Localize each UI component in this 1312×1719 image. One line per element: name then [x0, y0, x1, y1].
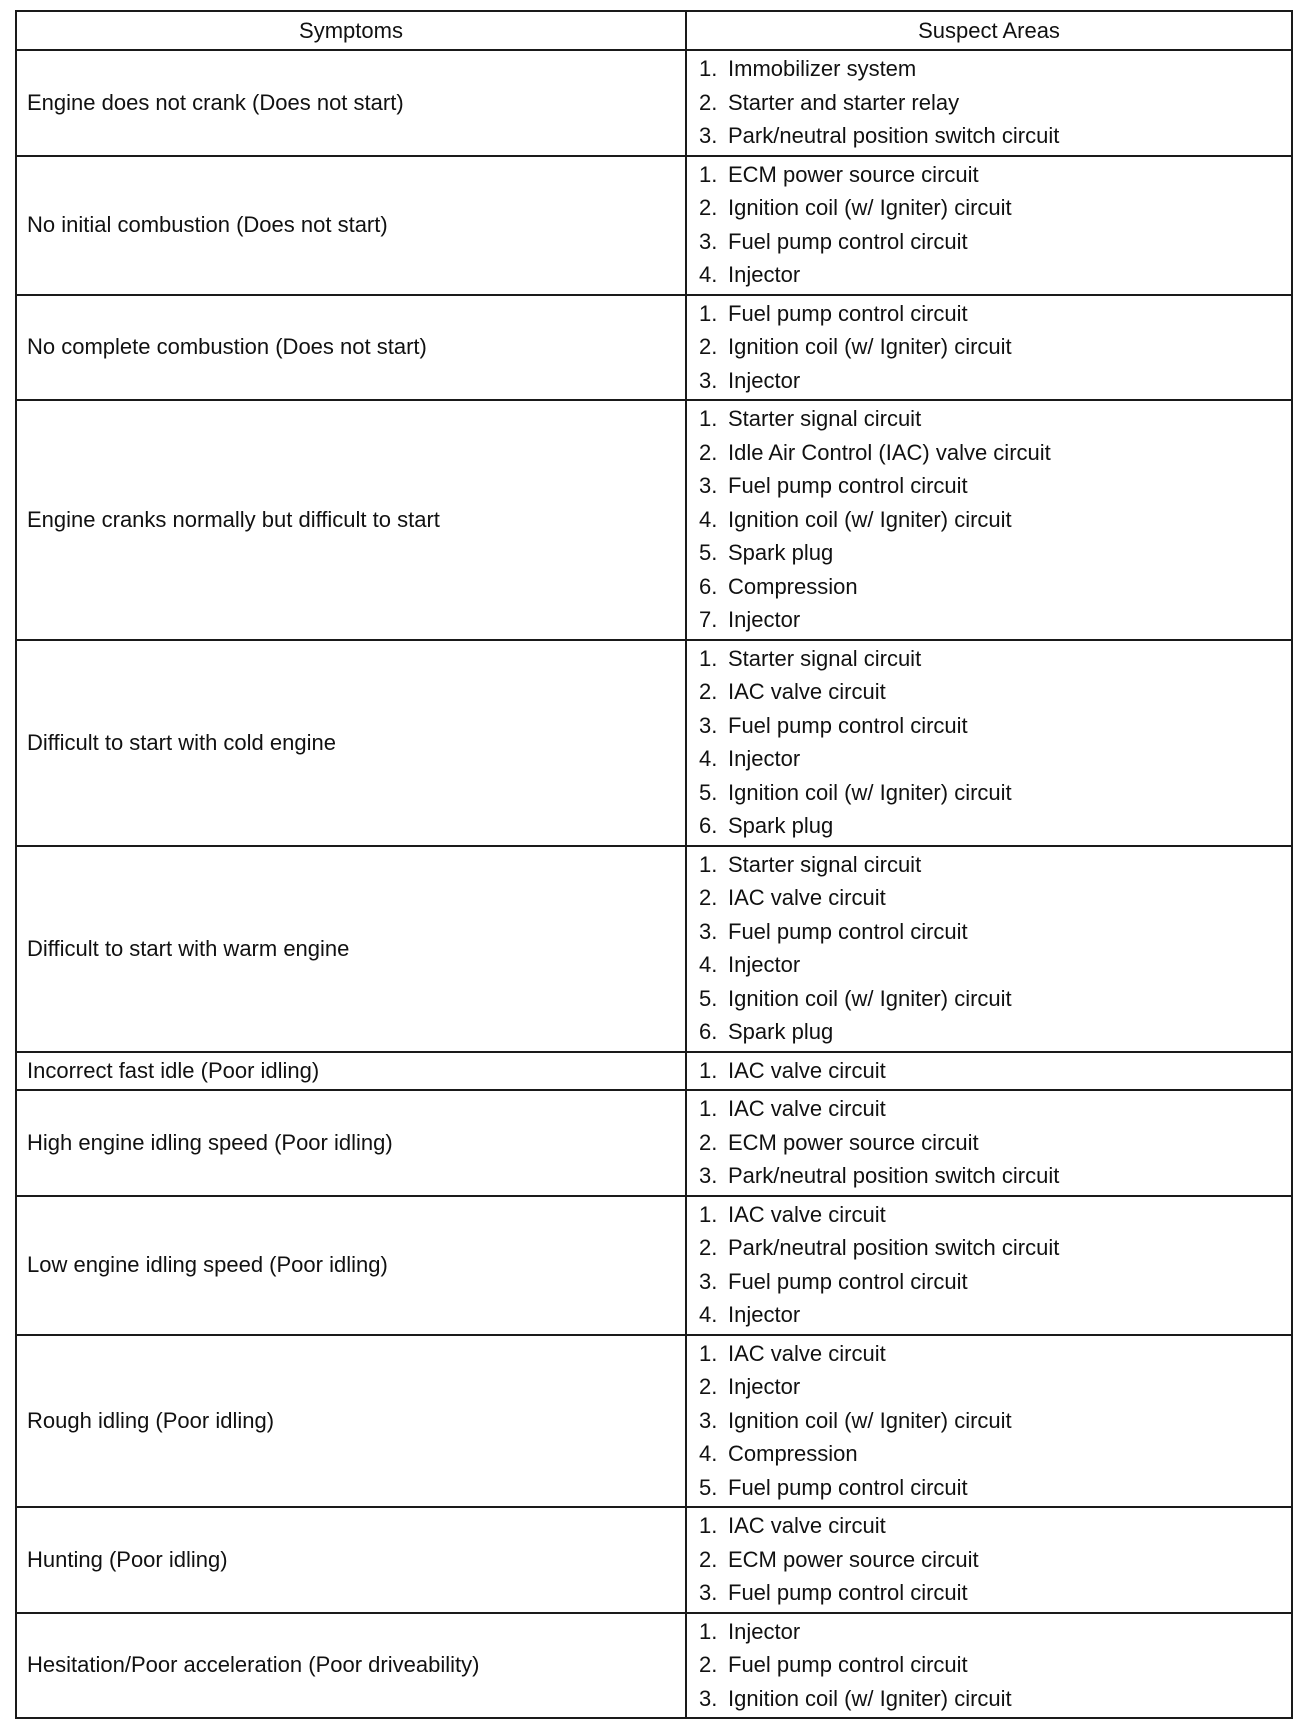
suspect-areas-cell — [686, 1613, 1292, 1719]
suspect-area-item — [699, 1471, 1291, 1505]
suspect-area-item — [699, 848, 1291, 882]
table-row — [16, 295, 1292, 401]
suspect-area-number: 1. — [699, 1340, 718, 1366]
suspect-area-number: 1. — [699, 1618, 718, 1644]
suspect-area-item — [699, 1092, 1291, 1126]
suspect-area-number: 2. — [699, 1374, 718, 1399]
table-row — [16, 1613, 1292, 1719]
suspect-area-text: Fuel pump control circuit — [728, 228, 968, 254]
page — [15, 10, 1291, 1719]
suspect-area-text: IAC valve circuit — [728, 679, 886, 704]
suspect-area-number: 2. — [699, 1129, 718, 1155]
suspect-area-text: Immobilizer system — [728, 56, 917, 81]
table-row — [16, 50, 1292, 156]
suspect-area-item — [699, 191, 1291, 225]
suspect-area-number: 3. — [699, 1685, 718, 1711]
suspect-areas-cell — [686, 156, 1292, 295]
suspect-area-number: 1. — [699, 851, 718, 877]
suspect-area-item — [699, 809, 1291, 843]
suspect-area-text: Fuel pump control circuit — [728, 300, 968, 326]
symptom-cell: Hunting (Poor idling) — [16, 1507, 686, 1613]
suspect-area-item — [699, 52, 1291, 86]
suspect-area-number: 4. — [699, 952, 718, 977]
suspect-area-list — [699, 848, 1291, 1049]
suspect-area-text: Spark plug — [728, 540, 834, 565]
suspect-areas-cell — [686, 640, 1292, 846]
suspect-area-item — [699, 364, 1291, 398]
header-row — [16, 11, 1292, 50]
suspect-area-item — [699, 675, 1291, 709]
suspect-area-number: 3. — [699, 1268, 718, 1294]
suspect-area-text: IAC valve circuit — [728, 1340, 886, 1366]
suspect-area-text: Fuel pump control circuit — [728, 1268, 968, 1294]
suspect-area-number: 1. — [699, 1057, 718, 1083]
suspect-area-item — [699, 1648, 1291, 1682]
suspect-area-item — [699, 1615, 1291, 1649]
suspect-area-list — [699, 1337, 1291, 1505]
suspect-area-number: 5. — [699, 540, 718, 565]
suspect-area-text: Injector — [728, 746, 801, 771]
suspect-area-number: 2. — [699, 1546, 718, 1572]
suspect-area-number: 1. — [699, 1096, 718, 1121]
suspect-area-number: 2. — [699, 334, 718, 359]
suspect-area-number: 3. — [699, 1407, 718, 1433]
suspect-area-item — [699, 776, 1291, 810]
suspect-area-number: 2. — [699, 1652, 718, 1677]
suspect-area-number: 3. — [699, 123, 718, 148]
table-row — [16, 156, 1292, 295]
suspect-area-text: Idle Air Control (IAC) valve circuit — [728, 439, 1051, 465]
suspect-area-item — [699, 1126, 1291, 1160]
suspect-areas-cell — [686, 1196, 1292, 1335]
suspect-area-item — [699, 1298, 1291, 1332]
table-row — [16, 1090, 1292, 1196]
symptom-cell: Difficult to start with cold engine — [16, 640, 686, 846]
suspect-area-text: Fuel pump control circuit — [728, 1580, 968, 1605]
suspect-area-number: 3. — [699, 228, 718, 254]
suspect-area-text: Fuel pump control circuit — [728, 473, 968, 498]
suspect-area-text: ECM power source circuit — [728, 161, 979, 187]
suspect-area-item — [699, 1682, 1291, 1716]
suspect-area-list — [699, 158, 1291, 292]
suspect-area-text: Injector — [728, 1302, 801, 1327]
suspect-area-number: 1. — [699, 161, 718, 187]
suspect-area-item — [699, 469, 1291, 503]
suspect-area-text: Injector — [728, 607, 801, 632]
suspect-area-number: 2. — [699, 679, 718, 704]
suspect-area-item — [699, 503, 1291, 537]
suspect-areas-cell — [686, 1335, 1292, 1508]
suspect-area-item — [699, 1198, 1291, 1232]
suspect-area-text: Fuel pump control circuit — [728, 712, 968, 738]
suspect-area-number: 4. — [699, 1302, 718, 1327]
suspect-area-number: 4. — [699, 1441, 718, 1466]
suspect-area-text: Injector — [728, 262, 801, 287]
suspect-area-text: Ignition coil (w/ Igniter) circuit — [728, 1685, 1012, 1711]
suspect-area-item — [699, 1015, 1291, 1049]
table-row — [16, 640, 1292, 846]
suspect-area-item — [699, 119, 1291, 153]
suspect-area-number: 2. — [699, 195, 718, 220]
suspect-area-number: 1. — [699, 1513, 718, 1538]
suspect-area-text: IAC valve circuit — [728, 885, 886, 910]
suspect-area-number: 1. — [699, 406, 718, 431]
suspect-area-item — [699, 570, 1291, 604]
suspect-area-text: IAC valve circuit — [728, 1201, 886, 1227]
suspect-area-number: 2. — [699, 439, 718, 465]
suspect-area-number: 5. — [699, 779, 718, 805]
symptom-cell: Low engine idling speed (Poor idling) — [16, 1196, 686, 1335]
suspect-area-item — [699, 1543, 1291, 1577]
suspect-area-item — [699, 1337, 1291, 1371]
suspect-area-text: Injector — [728, 952, 801, 977]
suspect-area-number: 6. — [699, 813, 718, 838]
suspect-area-item — [699, 258, 1291, 292]
suspect-area-text: Park/neutral position switch circuit — [728, 123, 1060, 148]
suspect-area-text: Compression — [728, 573, 858, 599]
suspect-area-list — [699, 1509, 1291, 1610]
suspect-area-item — [699, 536, 1291, 570]
header-symptoms: Symptoms — [16, 11, 686, 50]
suspect-area-number: 2. — [699, 885, 718, 910]
table-row — [16, 846, 1292, 1052]
suspect-area-text: Starter signal circuit — [728, 645, 922, 671]
suspect-area-text: IAC valve circuit — [728, 1057, 886, 1083]
suspect-area-item — [699, 1265, 1291, 1299]
suspect-area-text: ECM power source circuit — [728, 1129, 979, 1155]
suspect-area-item — [699, 742, 1291, 776]
suspect-area-list — [699, 1198, 1291, 1332]
table-row — [16, 400, 1292, 640]
table-row — [16, 1335, 1292, 1508]
suspect-area-number: 1. — [699, 56, 718, 81]
suspect-area-item — [699, 1370, 1291, 1404]
table-row — [16, 1196, 1292, 1335]
suspect-area-number: 3. — [699, 1580, 718, 1605]
suspect-area-number: 4. — [699, 262, 718, 287]
suspect-area-text: Compression — [728, 1441, 858, 1466]
suspect-area-item — [699, 1404, 1291, 1438]
suspect-area-list — [699, 297, 1291, 398]
suspect-area-text: Fuel pump control circuit — [728, 918, 968, 944]
suspect-area-text: Fuel pump control circuit — [728, 1652, 968, 1677]
suspect-area-number: 3. — [699, 918, 718, 944]
suspect-area-item — [699, 158, 1291, 192]
symptom-cell: High engine idling speed (Poor idling) — [16, 1090, 686, 1196]
suspect-areas-cell — [686, 846, 1292, 1052]
suspect-area-text: Ignition coil (w/ Igniter) circuit — [728, 195, 1012, 220]
suspect-area-text: Ignition coil (w/ Igniter) circuit — [728, 334, 1012, 359]
symptom-cell: No complete combustion (Does not start) — [16, 295, 686, 401]
suspect-areas-cell — [686, 1052, 1292, 1091]
suspect-area-text: Ignition coil (w/ Igniter) circuit — [728, 1407, 1012, 1433]
symptom-table — [15, 10, 1293, 1719]
suspect-area-text: Injector — [728, 367, 801, 393]
suspect-area-list — [699, 1615, 1291, 1716]
suspect-area-item — [699, 402, 1291, 436]
suspect-area-list — [699, 1092, 1291, 1193]
suspect-areas-cell — [686, 295, 1292, 401]
suspect-area-text: ECM power source circuit — [728, 1546, 979, 1572]
suspect-areas-cell — [686, 50, 1292, 156]
suspect-area-number: 6. — [699, 573, 718, 599]
suspect-area-item — [699, 709, 1291, 743]
suspect-area-number: 1. — [699, 300, 718, 326]
suspect-area-number: 2. — [699, 89, 718, 115]
suspect-area-item — [699, 1509, 1291, 1543]
suspect-areas-cell — [686, 400, 1292, 640]
suspect-area-text: Starter signal circuit — [728, 406, 922, 431]
suspect-area-number: 3. — [699, 367, 718, 393]
suspect-area-list — [699, 52, 1291, 153]
suspect-area-number: 1. — [699, 1201, 718, 1227]
table-row — [16, 1507, 1292, 1613]
symptom-cell: Rough idling (Poor idling) — [16, 1335, 686, 1508]
symptom-cell: Engine does not crank (Does not start) — [16, 50, 686, 156]
suspect-area-number: 3. — [699, 473, 718, 498]
suspect-area-list — [699, 402, 1291, 637]
suspect-area-text: IAC valve circuit — [728, 1513, 886, 1538]
suspect-area-item — [699, 225, 1291, 259]
suspect-area-item — [699, 1437, 1291, 1471]
suspect-area-item — [699, 915, 1291, 949]
suspect-area-item — [699, 982, 1291, 1016]
suspect-area-text: Ignition coil (w/ Igniter) circuit — [728, 779, 1012, 805]
suspect-area-number: 2. — [699, 1235, 718, 1260]
suspect-area-text: Injector — [728, 1374, 801, 1399]
table-body — [16, 50, 1292, 1718]
suspect-area-text: Park/neutral position switch circuit — [728, 1163, 1060, 1188]
suspect-area-text: Starter signal circuit — [728, 851, 922, 877]
header-suspect-areas: Suspect Areas — [686, 11, 1292, 50]
suspect-area-item — [699, 297, 1291, 331]
suspect-area-item — [699, 1576, 1291, 1610]
suspect-area-item — [699, 330, 1291, 364]
table-row — [16, 1052, 1292, 1091]
symptom-cell: Difficult to start with warm engine — [16, 846, 686, 1052]
suspect-area-item — [699, 603, 1291, 637]
suspect-area-list — [699, 1054, 1291, 1088]
suspect-area-number: 6. — [699, 1019, 718, 1044]
suspect-area-item — [699, 1231, 1291, 1265]
suspect-area-text: Starter and starter relay — [728, 89, 960, 115]
symptom-cell: Engine cranks normally but difficult to start — [16, 400, 686, 640]
suspect-area-item — [699, 881, 1291, 915]
suspect-area-text: Spark plug — [728, 813, 834, 838]
suspect-area-item — [699, 436, 1291, 470]
suspect-area-text: Ignition coil (w/ Igniter) circuit — [728, 985, 1012, 1011]
suspect-area-text: Injector — [728, 1618, 801, 1644]
suspect-area-text: Park/neutral position switch circuit — [728, 1235, 1060, 1260]
suspect-area-item — [699, 86, 1291, 120]
symptom-cell: Incorrect fast idle (Poor idling) — [16, 1052, 686, 1091]
suspect-area-text: Ignition coil (w/ Igniter) circuit — [728, 506, 1012, 532]
suspect-areas-cell — [686, 1090, 1292, 1196]
suspect-area-number: 4. — [699, 746, 718, 771]
suspect-area-item — [699, 642, 1291, 676]
symptom-cell: No initial combustion (Does not start) — [16, 156, 686, 295]
suspect-area-item — [699, 1159, 1291, 1193]
suspect-area-number: 5. — [699, 985, 718, 1011]
suspect-area-number: 4. — [699, 506, 718, 532]
suspect-area-text: Spark plug — [728, 1019, 834, 1044]
suspect-area-item — [699, 1054, 1291, 1088]
suspect-area-number: 5. — [699, 1474, 718, 1500]
suspect-area-text: Fuel pump control circuit — [728, 1474, 968, 1500]
suspect-area-list — [699, 642, 1291, 843]
suspect-area-number: 3. — [699, 1163, 718, 1188]
suspect-area-item — [699, 948, 1291, 982]
suspect-areas-cell — [686, 1507, 1292, 1613]
symptom-cell: Hesitation/Poor acceleration (Poor driveability) — [16, 1613, 686, 1719]
suspect-area-number: 1. — [699, 645, 718, 671]
suspect-area-text: IAC valve circuit — [728, 1096, 886, 1121]
suspect-area-number: 7. — [699, 607, 718, 632]
suspect-area-number: 3. — [699, 712, 718, 738]
